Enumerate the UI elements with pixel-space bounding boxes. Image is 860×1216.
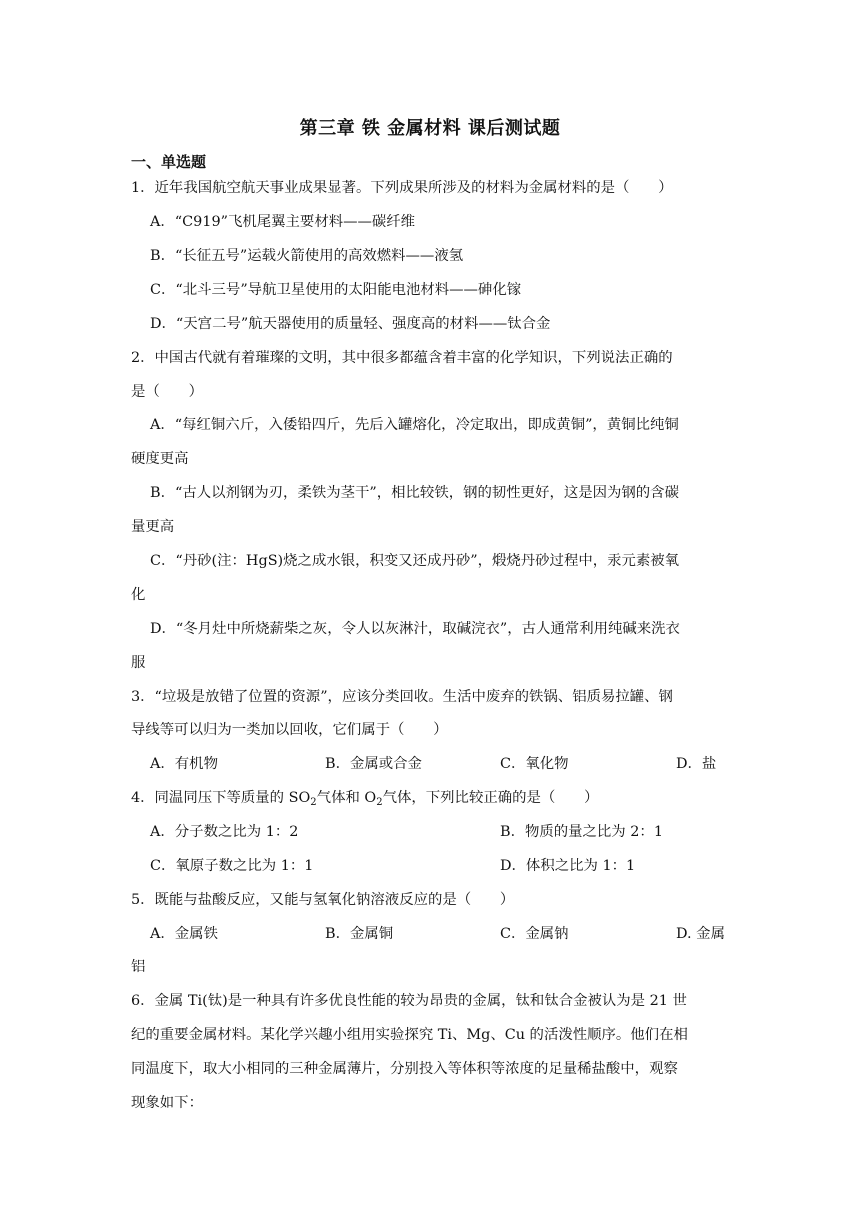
question-5-option-b: B．金属铜 bbox=[325, 926, 394, 942]
question-2-option-a-cont: 硬度更高 bbox=[131, 451, 189, 467]
question-4-option-c: C．氧原子数之比为 1：1 bbox=[150, 858, 314, 874]
question-3-stem-cont: 导线等可以归为一类加以回收，它们属于（ ） bbox=[131, 722, 448, 738]
question-4-option-a: A．分子数之比为 1：2 bbox=[150, 824, 299, 840]
question-4-stem: 4．同温同压下等质量的 $SO_2$气体和 $O_2$气体，下列比较正确的是（ ） bbox=[131, 790, 599, 808]
question-5-option-c: C．金属钠 bbox=[500, 926, 569, 942]
question-2-option-c: C．“丹砂(注：HgS)烧之成水银，积变又还成丹砂”，煅烧丹砂过程中，汞元素被氧 bbox=[150, 553, 680, 569]
question-4-option-b: B．物质的量之比为 2：1 bbox=[500, 824, 663, 840]
question-2-option-d-cont: 服 bbox=[131, 655, 146, 671]
question-3-option-b: B．金属或合金 bbox=[325, 756, 422, 772]
question-2-stem-cont: 是（ ） bbox=[131, 384, 203, 400]
question-2-stem: 2．中国古代就有着璀璨的文明，其中很多都蕴含着丰富的化学知识，下列说法正确的 bbox=[131, 350, 673, 366]
section-heading: 一、单选题 bbox=[131, 153, 207, 171]
question-1-option-c: C．“北斗三号”导航卫星使用的太阳能电池材料——砷化镓 bbox=[150, 282, 522, 298]
question-3-option-c: C．氧化物 bbox=[500, 756, 569, 772]
question-1-option-b: B．“长征五号”运载火箭使用的高效燃料——液氢 bbox=[150, 248, 464, 264]
question-5-stem: 5．既能与盐酸反应，又能与氢氧化钠溶液反应的是（ ） bbox=[131, 892, 515, 908]
question-2-option-b-cont: 量更高 bbox=[131, 519, 175, 535]
question-1-stem: 1．近年我国航空航天事业成果显著。下列成果所涉及的材料为金属材料的是（ ） bbox=[131, 180, 673, 196]
question-3-option-a: A．有机物 bbox=[150, 756, 218, 772]
question-1-option-d: D．“天宫二号”航天器使用的质量轻、强度高的材料——钛合金 bbox=[150, 316, 551, 332]
question-6-line-3: 同温度下，取大小相同的三种金属薄片，分别投入等体积等浓度的足量稀盐酸中，观察 bbox=[131, 1061, 678, 1077]
question-2-option-b: B．“古人以剂钢为刃，柔铁为茎干”，相比较铁，钢的韧性更好，这是因为钢的含碳 bbox=[150, 485, 679, 501]
question-6-line-4: 现象如下： bbox=[131, 1095, 203, 1111]
question-5-option-a: A．金属铁 bbox=[150, 926, 218, 942]
question-2-option-c-cont: 化 bbox=[131, 587, 146, 603]
question-5-option-d: D. 金属 bbox=[676, 926, 725, 942]
document-title: 第三章 铁 金属材料 课后测试题 bbox=[299, 118, 561, 139]
question-2-option-a: A．“每红铜六斤，入倭铅四斤，先后入罐熔化，冷定取出，即成黄铜”，黄铜比纯铜 bbox=[150, 417, 679, 433]
question-3-option-d: D．盐 bbox=[676, 756, 717, 772]
question-6-line-2: 纪的重要金属材料。某化学兴趣小组用实验探究 Ti、Mg、Cu 的活泼性顺序。他们在相 bbox=[131, 1027, 688, 1043]
question-3-stem: 3．“垃圾是放错了位置的资源”，应该分类回收。生活中废弃的铁锅、铝质易拉罐、钢 bbox=[131, 689, 673, 705]
question-2-option-d: D．“冬月灶中所烧薪柴之灰，令人以灰淋汁，取碱浣衣”，古人通常利用纯碱来洗衣 bbox=[150, 621, 680, 637]
question-4-option-d: D．体积之比为 1：1 bbox=[500, 858, 636, 874]
question-6-line-1: 6．金属 Ti(钛)是一种具有许多优良性能的较为昂贵的金属，钛和钛合金被认为是 21 世 bbox=[131, 993, 687, 1009]
question-1-option-a: A．“C919”飞机尾翼主要材料——碳纤维 bbox=[150, 214, 416, 230]
question-5-option-d-cont: 铝 bbox=[131, 959, 146, 975]
